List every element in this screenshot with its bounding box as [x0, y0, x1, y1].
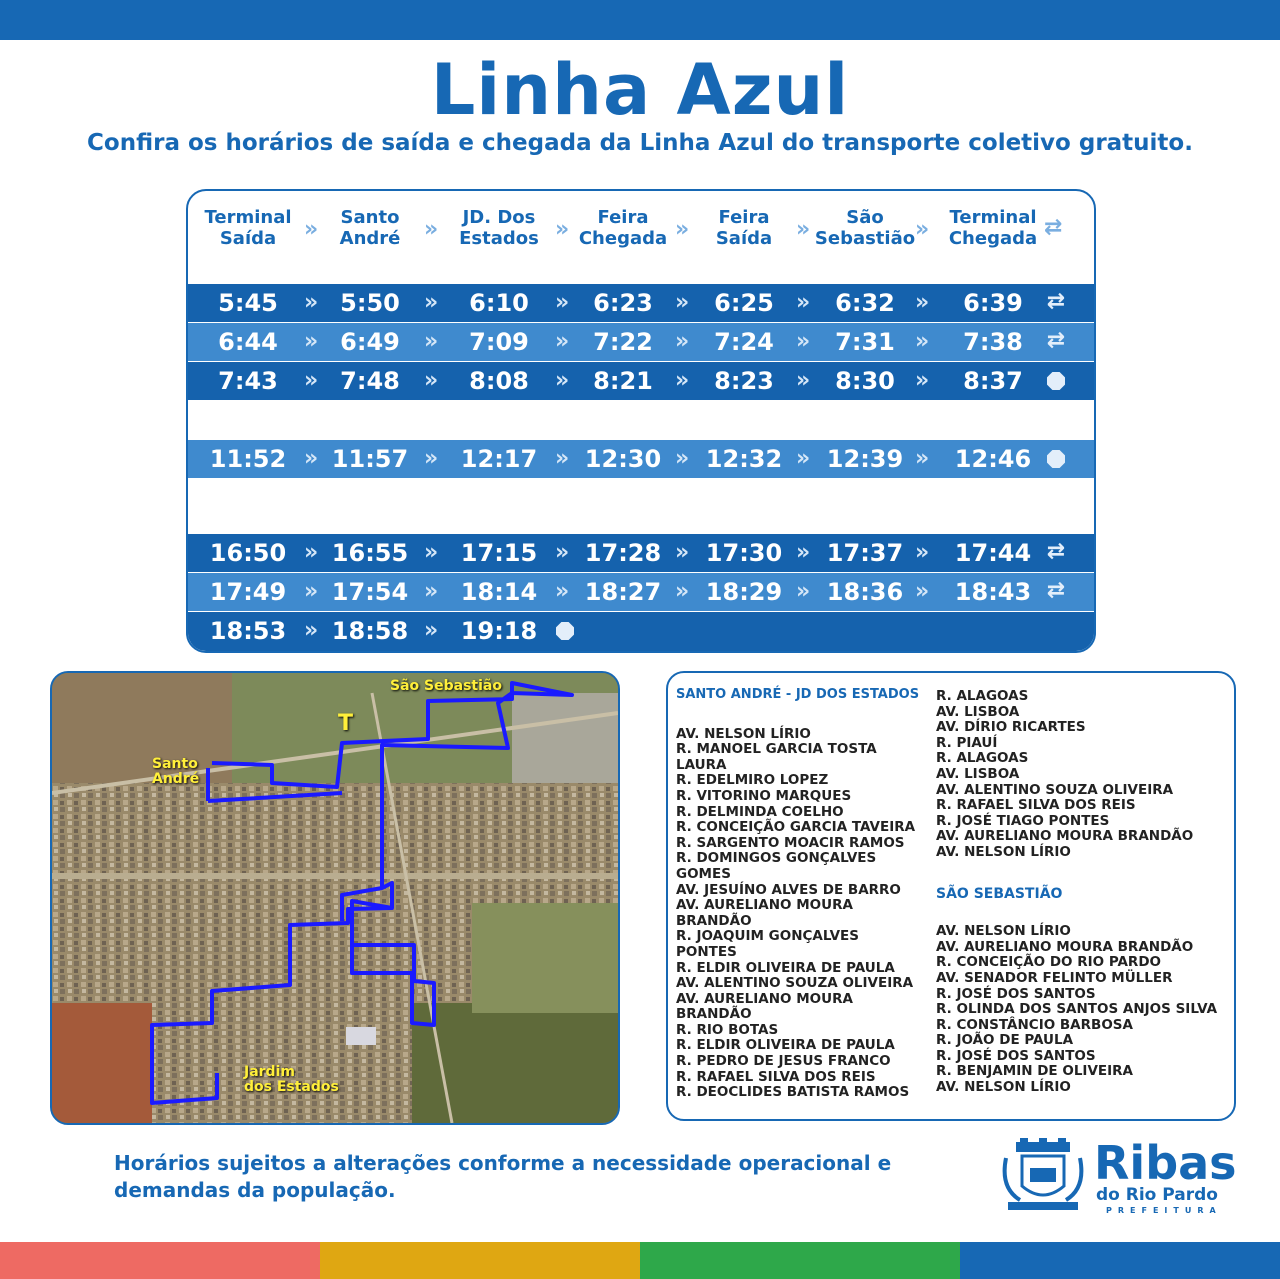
street-item: R. ALAGOAS [936, 688, 1029, 704]
header-line: São [846, 207, 884, 228]
route-map [50, 671, 620, 1125]
chevron-right-icon: » [555, 290, 570, 315]
time-cell: 17:49 [209, 578, 287, 606]
chevron-right-icon: » [796, 290, 811, 315]
chevron-right-icon: » [675, 368, 690, 393]
header-line: Chegada [578, 228, 668, 249]
chevron-right-icon: » [675, 540, 690, 565]
header-line: Saída [219, 228, 277, 249]
street-item: R. CONSTÂNCIO BARBOSA [936, 1016, 1133, 1033]
chevron-right-icon: » [304, 290, 319, 315]
time-cell: 17:37 [826, 539, 904, 567]
street-item: AV. NELSON LÍRIO [676, 725, 811, 742]
street-item: R. RAFAEL SILVA DOS REIS [936, 797, 1136, 814]
street-item: LAURA [676, 756, 727, 773]
chevron-right-icon: » [555, 329, 570, 354]
header-cell [315, 207, 425, 249]
street-item: AV. ALENTINO SOUZA OLIVEIRA [936, 781, 1174, 798]
header-cell [810, 207, 920, 249]
page-subtitle: Confira os horários de saída e chegada da Linha Azul do transporte coletivo gratuito. [87, 130, 1193, 156]
chevron-right-icon: » [304, 446, 319, 471]
time-cell: 6:49 [340, 328, 400, 356]
header-cell [444, 207, 554, 249]
table-row [188, 362, 1094, 400]
chevron-right-icon: » [915, 446, 930, 471]
header-line: Estados [459, 228, 539, 249]
logo-name: Ribas [1094, 1136, 1237, 1190]
time-cell: 6:32 [835, 289, 895, 317]
time-cell: 7:24 [714, 328, 774, 356]
street-item: R. MANOEL GARCIA TOSTA [676, 741, 877, 758]
time-cell: 18:36 [826, 578, 904, 606]
time-cell: 8:21 [593, 367, 653, 395]
page-title: Linha Azul [430, 49, 850, 131]
time-cell: 12:39 [826, 445, 904, 473]
chevron-right-icon: » [304, 329, 319, 354]
chevron-right-icon: » [796, 540, 811, 565]
map-label-santo-andre: Santo André [152, 756, 200, 787]
street-list-panel [666, 671, 1236, 1121]
bottom-bar-green [640, 1242, 960, 1279]
street-item: R. ELDIR OLIVEIRA DE PAULA [676, 959, 895, 976]
schedule-header [188, 191, 1094, 283]
time-cell: 11:52 [209, 445, 287, 473]
street-item: R. DELMINDA COELHO [676, 803, 844, 820]
chevron-right-icon: » [915, 329, 930, 354]
time-cell: 6:44 [218, 328, 278, 356]
time-cell: 16:55 [331, 539, 409, 567]
street-item: AV. LISBOA [936, 703, 1020, 720]
table-row [188, 440, 1094, 478]
chevron-right-icon: » [304, 618, 319, 643]
section-title-sao-sebastiao: SÃO SEBASTIÃO [936, 885, 1063, 902]
chevron-right-icon: » [304, 540, 319, 565]
street-item: BRANDÃO [676, 912, 752, 929]
table-row [188, 573, 1094, 611]
time-cell: 7:48 [340, 367, 400, 395]
time-cell: 18:14 [460, 578, 538, 606]
time-cell: 7:22 [593, 328, 653, 356]
header-line: Sebastião [814, 228, 916, 249]
chevron-right-icon: » [424, 329, 439, 354]
chevron-right-icon: » [915, 540, 930, 565]
street-item: R. SARGENTO MOACIR RAMOS [676, 834, 905, 851]
header-line: JD. Dos [462, 207, 536, 228]
street-item: AV. NELSON LÍRIO [936, 1079, 1071, 1096]
table-row [188, 284, 1094, 322]
time-cell: 17:30 [705, 539, 783, 567]
chevron-right-icon: » [304, 368, 319, 393]
chevron-right-icon: » [796, 329, 811, 354]
table-row [188, 534, 1094, 572]
stop-icon [1047, 372, 1065, 390]
chevron-right-icon: » [555, 217, 570, 242]
chevron-right-icon: » [304, 579, 319, 604]
chevron-right-icon: » [424, 446, 439, 471]
header-line: Saída [715, 228, 773, 249]
chevron-right-icon: » [555, 540, 570, 565]
chevron-right-icon: » [304, 217, 319, 242]
terminal-marker-icon: T [338, 711, 354, 736]
street-item: R. JOSÉ DOS SANTOS [936, 985, 1096, 1002]
time-cell: 7:09 [469, 328, 529, 356]
time-cell: 7:43 [218, 367, 278, 395]
top-color-bar [0, 0, 1280, 40]
logo-tag: PREFEITURA [1106, 1206, 1222, 1215]
loop-icon: ⇄ [1046, 289, 1066, 314]
time-cell: 5:45 [218, 289, 278, 317]
street-item: R. JOSÉ TIAGO PONTES [936, 812, 1110, 829]
section-title-santo-andre: SANTO ANDRÉ - JD DOS ESTADOS [676, 687, 920, 702]
chevron-right-icon: » [915, 579, 930, 604]
street-item: AV. NELSON LÍRIO [936, 843, 1071, 860]
bottom-bar-yellow [320, 1242, 640, 1279]
street-item: R. ALAGOAS [936, 750, 1029, 767]
logo-subname: do Rio Pardo [1096, 1185, 1218, 1205]
street-item: AV. ALENTINO SOUZA OLIVEIRA [676, 975, 914, 992]
street-item: R. VITORINO MARQUES [676, 787, 852, 804]
street-item: R. OLINDA DOS SANTOS ANJOS SILVA [936, 1001, 1218, 1018]
disclaimer-text: Horários sujeitos a alterações conforme a necessidade operacional e demandas da população. [114, 1151, 892, 1202]
chevron-right-icon: » [796, 446, 811, 471]
street-item: PONTES [676, 943, 737, 960]
header-cell [938, 207, 1048, 249]
chevron-right-icon: » [555, 579, 570, 604]
time-cell: 12:30 [584, 445, 662, 473]
header-line: Santo [340, 207, 400, 228]
chevron-right-icon: » [796, 217, 811, 242]
time-cell: 12:17 [460, 445, 538, 473]
street-item: R. ELDIR OLIVEIRA DE PAULA [676, 1037, 895, 1054]
map-label-sao-sebastiao: São Sebastião [390, 678, 502, 694]
time-cell: 8:08 [469, 367, 529, 395]
chevron-right-icon: » [555, 446, 570, 471]
street-item: AV. AURELIANO MOURA BRANDÃO [936, 938, 1194, 955]
street-item: AV. JESUÍNO ALVES DE BARRO [676, 881, 901, 898]
stop-icon [556, 622, 574, 640]
street-item: R. RAFAEL SILVA DOS REIS [676, 1068, 876, 1085]
map-label-jardim-dos-estados: Jardim dos Estados [244, 1064, 339, 1095]
header-line: Feira [597, 207, 649, 228]
table-row [188, 323, 1094, 361]
loop-icon: ⇄ [1046, 578, 1066, 603]
bottom-bar-blue [960, 1242, 1280, 1279]
street-list-col-2 [936, 689, 1232, 1096]
street-item: AV. NELSON LÍRIO [936, 923, 1071, 940]
time-cell: 8:37 [963, 367, 1023, 395]
header-line: Terminal [949, 207, 1037, 228]
street-item: R. JOSÉ DOS SANTOS [936, 1047, 1096, 1064]
header-line: Terminal [204, 207, 292, 228]
time-cell: 8:23 [714, 367, 774, 395]
time-cell: 12:32 [705, 445, 783, 473]
chevron-right-icon: » [424, 579, 439, 604]
schedule-table [186, 189, 1096, 653]
time-cell: 6:23 [593, 289, 653, 317]
loop-icon: ⇄ [1046, 328, 1066, 353]
chevron-right-icon: » [915, 290, 930, 315]
header-cell [193, 207, 303, 249]
time-cell: 18:29 [705, 578, 783, 606]
time-cell: 18:43 [954, 578, 1032, 606]
prefeitura-logo [1000, 1138, 1240, 1218]
time-cell: 19:18 [460, 617, 538, 645]
time-cell: 18:27 [584, 578, 662, 606]
time-cell: 11:57 [331, 445, 409, 473]
table-row [188, 612, 1094, 652]
street-item: AV. AURELIANO MOURA BRANDÃO [936, 828, 1194, 845]
time-cell: 17:44 [954, 539, 1032, 567]
chevron-right-icon: » [796, 368, 811, 393]
header-cell [568, 207, 678, 249]
street-item: AV. AURELIANO MOURA [676, 897, 853, 914]
street-item: R. DOMINGOS GONÇALVES [676, 850, 877, 867]
chevron-right-icon: » [675, 217, 690, 242]
header-line: Chegada [948, 228, 1038, 249]
street-item: R. DEOCLIDES BATISTA RAMOS [676, 1084, 910, 1101]
header-line: Feira [718, 207, 770, 228]
map-image [52, 673, 618, 1123]
street-item: AV. DÍRIO RICARTES [936, 719, 1086, 736]
chevron-right-icon: » [424, 618, 439, 643]
time-cell: 6:10 [469, 289, 529, 317]
time-cell: 6:25 [714, 289, 774, 317]
chevron-right-icon: » [675, 329, 690, 354]
street-item: R. CONCEIÇÃO GARCIA TAVEIRA [676, 819, 916, 836]
chevron-right-icon: » [915, 217, 930, 242]
time-cell: 8:30 [835, 367, 895, 395]
loop-icon: ⇄ [1044, 215, 1063, 240]
time-cell: 17:15 [460, 539, 538, 567]
street-item: R. JOÃO DE PAULA [936, 1032, 1074, 1049]
time-cell: 17:54 [331, 578, 409, 606]
time-cell: 6:39 [963, 289, 1023, 317]
stop-icon [1047, 450, 1065, 468]
time-cell: 12:46 [954, 445, 1032, 473]
street-item: R. PEDRO DE JESUS FRANCO [676, 1053, 891, 1070]
street-item: AV. SENADOR FELINTO MÜLLER [936, 969, 1173, 986]
bottom-bar-red [0, 1242, 320, 1279]
time-cell: 5:50 [340, 289, 400, 317]
time-cell: 7:38 [963, 328, 1023, 356]
street-item: R. CONCEIÇÃO DO RIO PARDO [936, 954, 1161, 971]
coat-of-arms-icon [1000, 1138, 1086, 1218]
chevron-right-icon: » [555, 368, 570, 393]
chevron-right-icon: » [424, 217, 439, 242]
time-cell: 16:50 [209, 539, 287, 567]
loop-icon: ⇄ [1046, 539, 1066, 564]
chevron-right-icon: » [796, 579, 811, 604]
street-item: BRANDÃO [676, 1006, 752, 1023]
street-item: GOMES [676, 865, 731, 882]
chevron-right-icon: » [675, 579, 690, 604]
chevron-right-icon: » [424, 368, 439, 393]
street-item: R. EDELMIRO LOPEZ [676, 772, 829, 789]
time-cell: 18:58 [331, 617, 409, 645]
street-list-col-1 [676, 687, 934, 1101]
header-cell [689, 207, 799, 249]
chevron-right-icon: » [675, 290, 690, 315]
street-item: AV. AURELIANO MOURA [676, 990, 853, 1007]
street-item: R. JOAQUIM GONÇALVES [676, 928, 860, 945]
time-cell: 17:28 [584, 539, 662, 567]
chevron-right-icon: » [424, 540, 439, 565]
street-item: R. RIO BOTAS [676, 1021, 779, 1038]
chevron-right-icon: » [915, 368, 930, 393]
header-line: André [339, 228, 401, 249]
street-item: R. BENJAMIN DE OLIVEIRA [936, 1063, 1133, 1080]
street-item: R. PIAUÍ [936, 734, 998, 751]
chevron-right-icon: » [424, 290, 439, 315]
chevron-right-icon: » [675, 446, 690, 471]
street-item: AV. LISBOA [936, 765, 1020, 782]
time-cell: 7:31 [835, 328, 895, 356]
time-cell: 18:53 [209, 617, 287, 645]
